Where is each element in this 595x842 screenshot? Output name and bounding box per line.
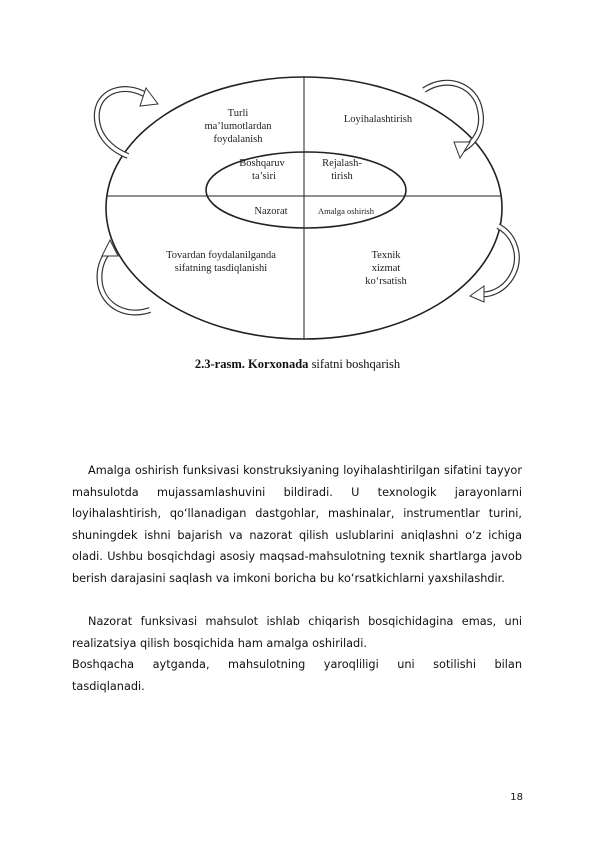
cycle-arrow-top-left (97, 88, 158, 156)
label-nazorat: Nazorat (254, 206, 288, 217)
label-texnik: Texnik (371, 250, 401, 261)
label-korsatish: ko‘rsatish (365, 276, 407, 287)
cycle-arrow-bottom-right (470, 226, 517, 302)
label-xizmat: xizmat (371, 263, 401, 274)
label-sifatning: sifatning tasdiqlanishi (174, 263, 268, 274)
paragraph-3-text: Boshqacha aytganda, mahsulotning yaroqliligi uni sotilishi bilan (72, 658, 522, 671)
caption-label: 2.3-rasm. (194, 357, 245, 371)
label-turli: Turli (227, 108, 249, 119)
paragraph-2 (72, 611, 522, 654)
caption-bold: Korxonada (248, 357, 309, 371)
cycle-arrow-bottom-left (99, 240, 150, 312)
paragraph-3-end: tasdiqlanadi. (72, 679, 145, 693)
label-loyihalashtirish: Loyihalashtirish (343, 114, 413, 125)
label-boshqaruv: Boshqaruv (239, 158, 285, 169)
paragraph-1 (72, 460, 522, 590)
paragraph-1-text: Amalga oshirish funksivasi konstruksiyaning loyihalashtirilgan sifatini tayyor mahsulotda mujassamlashuvini bildiradi. U texnologik jarayonlarni loyihalashtirish, qo‘llanadigan dastgohlar, mashinalar, instrumentlar turini, shuningdek ishni bajarish va nazorat qilish uslublarini aniqlashni o‘z ichiga oladi. Ushbu bosqichdagi asosiy maqsad-mahsulotning texnik shartlarga javob berish darajasini saqlash va imkoni boricha bu ko‘rsatkichlarni yaxshilashdir. (72, 464, 522, 585)
label-rejalash: Rejalash- (322, 158, 362, 169)
inner-ellipse (206, 152, 406, 228)
label-malumotlardan: ma’lumotlardan (204, 121, 272, 132)
label-tirish: tirish (331, 171, 353, 182)
paragraph-2-text: Nazorat funksivasi mahsulot ishlab chiqarish bosqichidagina emas, uni realizatsiya qilish bosqichida ham amalga oshiriladi. (72, 615, 522, 650)
label-amalga-oshirish: Amalga oshirish (318, 206, 374, 216)
caption-rest: sifatni boshqarish (308, 357, 401, 371)
quality-management-diagram (0, 0, 595, 380)
label-tovardan: Tovardan foydalanilganda (166, 250, 276, 261)
figure-caption (0, 357, 595, 372)
label-foydalanish: foydalanish (213, 134, 263, 145)
paragraph-3 (72, 654, 522, 697)
page-number: 18 (510, 792, 523, 803)
label-tasiri: ta’siri (252, 171, 276, 182)
